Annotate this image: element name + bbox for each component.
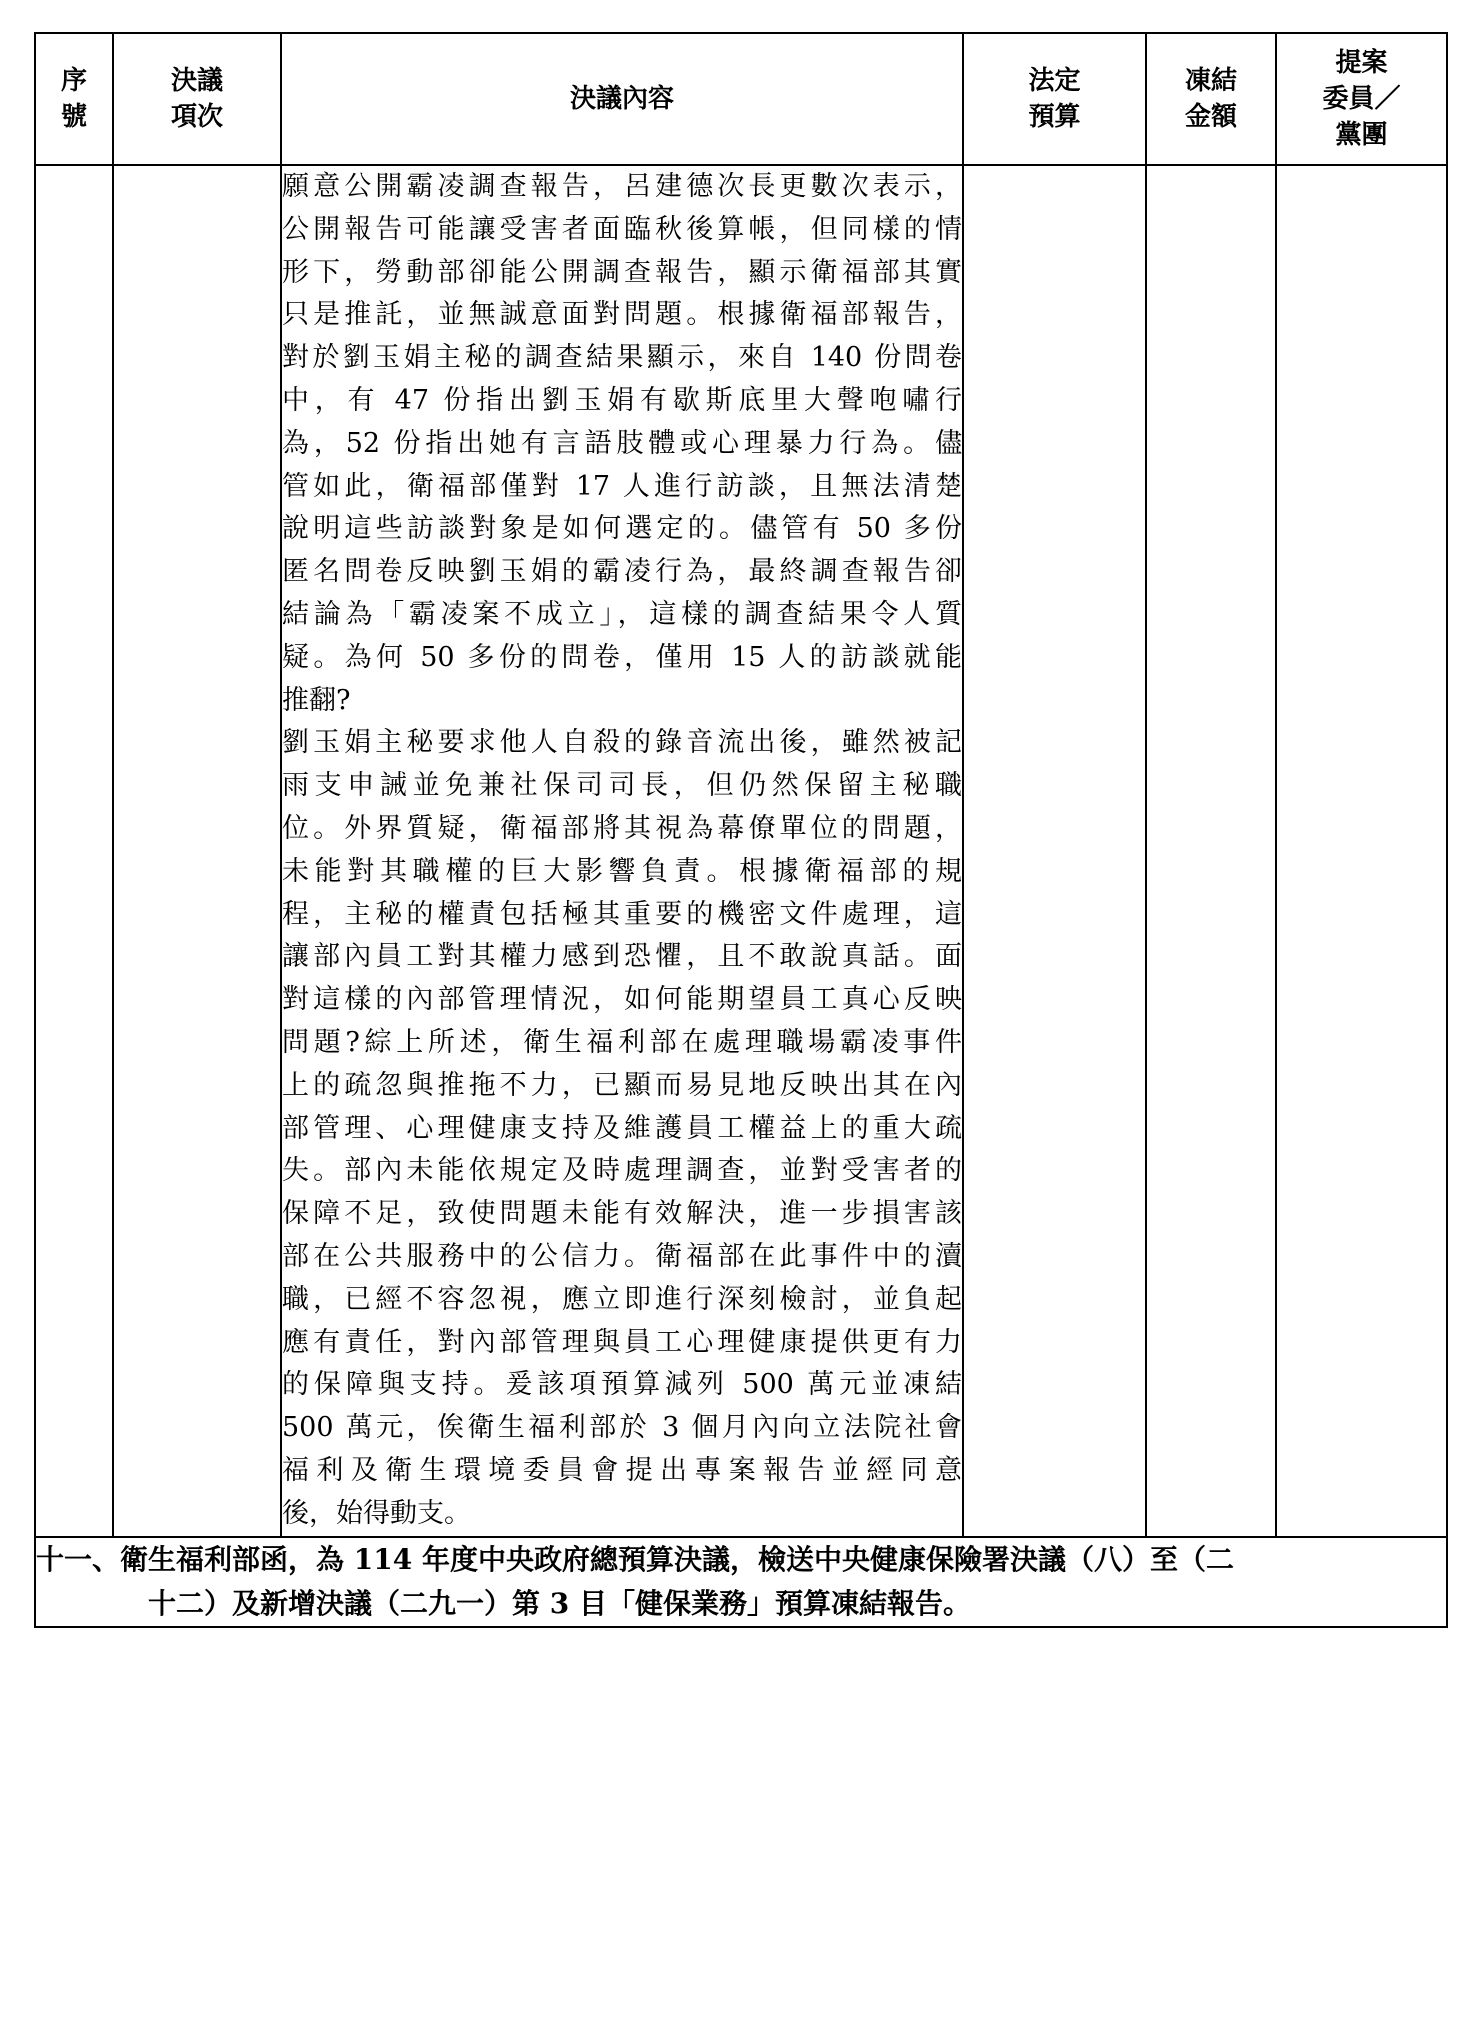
content-line: 後，始得動支。 xyxy=(282,1497,471,1529)
item-cell xyxy=(113,165,281,1537)
content-line: 應有責任，對內部管理與員工心理健康提供更有力 xyxy=(282,1326,962,1358)
content-line: 部在公共服務中的公信力。衛福部在此事件中的瀆 xyxy=(282,1240,962,1272)
content-line: 職，已經不容忽視，應立即進行深刻檢討，並負起 xyxy=(282,1283,962,1315)
content-line: 疑。為何 50 多份的問卷，僅用 15 人的訪談就能 xyxy=(282,641,962,673)
content-line: 對於劉玉娟主秘的調查結果顯示，來自 140 份問卷 xyxy=(282,342,962,374)
table-header-row xyxy=(35,33,1447,165)
content-line: 問題?綜上所述，衛生福利部在處理職場霸凌事件 xyxy=(282,1026,962,1058)
content-cell xyxy=(281,165,963,1537)
content-line: 的保障與支持。爰該項預算減列 500 萬元並凍結 xyxy=(282,1369,962,1401)
header-seq: 序 號 xyxy=(35,33,113,165)
header-budget: 法定 預算 xyxy=(963,33,1146,165)
content-line: 願意公開霸凌調查報告，呂建德次長更數次表示， xyxy=(282,171,962,202)
content-line: 讓部內員工對其權力感到恐懼，且不敢說真話。面 xyxy=(282,941,962,973)
section-heading-line: 十二）及新增決議（二九一）第 3 目「健保業務」預算凍結報告。 xyxy=(148,1586,971,1620)
content-line: 結論為「霸凌案不成立」，這樣的調查結果令人質 xyxy=(282,598,962,630)
content-line: 只是推託，並無誠意面對問題。根據衛福部報告， xyxy=(282,299,962,331)
content-line: 匿名問卷反映劉玉娟的霸凌行為，最終調查報告卻 xyxy=(282,556,962,588)
resolution-table xyxy=(34,32,1448,1628)
content-line: 管如此，衛福部僅對 17 人進行訪談，且無法清楚 xyxy=(282,470,962,502)
content-line: 對這樣的內部管理情況，如何能期望員工真心反映 xyxy=(282,984,962,1016)
content-line: 公開報告可能讓受害者面臨秋後算帳，但同樣的情 xyxy=(282,213,962,245)
content-line: 劉玉娟主秘要求他人自殺的錄音流出後，雖然被記 xyxy=(282,727,962,759)
content-line: 程，主秘的權責包括極其重要的機密文件處理，這 xyxy=(282,898,962,930)
content-line: 為，52 份指出她有言語肢體或心理暴力行為。儘 xyxy=(282,427,962,459)
frozen-amount-cell xyxy=(1146,165,1276,1537)
header-content: 決議內容 xyxy=(281,33,963,165)
content-line: 部管理、心理健康支持及維護員工權益上的重大疏 xyxy=(282,1112,962,1144)
seq-cell xyxy=(35,165,113,1537)
section-heading-row xyxy=(35,1537,1447,1627)
content-line: 中，有 47 份指出劉玉娟有歇斯底里大聲咆嘯行 xyxy=(282,384,962,416)
content-line: 失。部內未能依規定及時處理調查，並對受害者的 xyxy=(282,1155,962,1187)
content-line: 形下，勞動部卻能公開調查報告，顯示衛福部其實 xyxy=(282,256,962,288)
content-line: 推翻? xyxy=(282,684,351,716)
content-line: 未能對其職權的巨大影響負責。根據衛福部的規 xyxy=(282,855,962,887)
content-line: 雨支申誡並免兼社保司司長，但仍然保留主秘職 xyxy=(282,770,962,802)
table-row xyxy=(35,165,1447,1537)
content-line: 保障不足，致使問題未能有效解決，進一步損害該 xyxy=(282,1198,962,1230)
content-line: 說明這些訪談對象是如何選定的。儘管有 50 多份 xyxy=(282,513,962,545)
budget-cell xyxy=(963,165,1146,1537)
content-line: 位。外界質疑，衛福部將其視為幕僚單位的問題， xyxy=(282,812,962,844)
header-proposer: 提案 委員／ 黨團 xyxy=(1276,33,1447,165)
content-line: 福利及衛生環境委員會提出專案報告並經同意 xyxy=(282,1454,962,1486)
proposer-cell xyxy=(1276,165,1447,1537)
header-frozen-amount: 凍結 金額 xyxy=(1146,33,1276,165)
section-heading xyxy=(35,1537,1447,1627)
header-item: 決議 項次 xyxy=(113,33,281,165)
content-line: 500 萬元，俟衛生福利部於 3 個月內向立法院社會 xyxy=(282,1412,962,1444)
content-line: 上的疏忽與推拖不力，已顯而易見地反映出其在內 xyxy=(282,1069,962,1101)
section-heading-line: 十一、衛生福利部函，為 114 年度中央政府總預算決議，檢送中央健康保險署決議（八）至（二 xyxy=(36,1542,1234,1576)
